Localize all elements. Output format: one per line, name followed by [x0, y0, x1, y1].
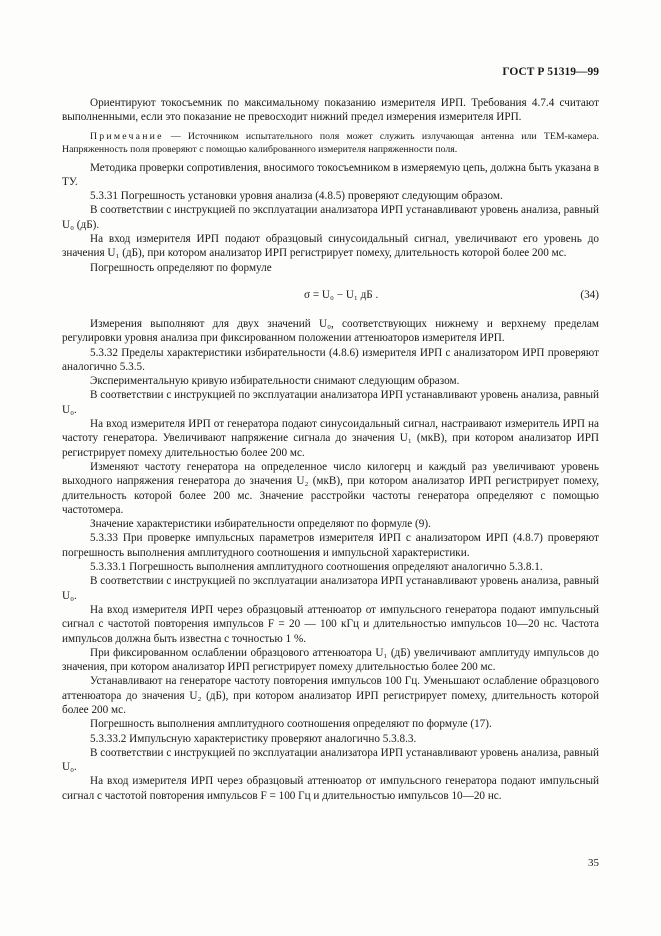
- paragraph: 5.3.31 Погрешность установки уровня анализа (4.8.5) проверяют следующим образом.: [90, 190, 503, 203]
- document-header: ГОСТ Р 51319—99: [502, 66, 599, 78]
- formula-number: (34): [580, 288, 599, 301]
- paragraph: В соответствии с инструкцией по эксплуатации анализатора ИРП устанавливают уровень анализа, равный U₀.: [62, 575, 599, 602]
- note-label: Примечание: [90, 130, 164, 142]
- paragraph: При фиксированном ослаблении образцового аттенюатора U₁ (дБ) увеличивают амплитуду импульсов до значения, при котором анализатор ИРП регистрирует помеху длительностью более 200 мс.: [62, 646, 599, 674]
- paragraph: Измерения выполняют для двух значений U₀, соответствующих нижнему и верхнему пределам регулировки уровня анализа при фиксированном положении аттенюаторов измерителя ИРП.: [62, 317, 599, 345]
- paragraph: Устанавливают на генераторе частоту повторения импульсов 100 Гц. Уменьшают ослабление образцового аттенюатора до значения U₂ (дБ), при котором анализатор ИРП регистрирует помеху, длительность которой более 200 мс.: [62, 675, 599, 716]
- paragraph: На вход измерителя ИРП от генератора подают синусоидальный сигнал, настраивают измеритель ИРП на частоту генератора. Увеличивают напряжение сигнала до значения U₁ (мкВ), при котором анализатор ИРП регистрирует помеху длительностью более 200 мс.: [62, 418, 599, 459]
- paragraph: Ориентируют токосъемник по максимальному показанию измерителя ИРП. Требования 4.7.4 считают выполненными, если это показание не превосходит нижний предел измерения измерителя ИРП.: [62, 97, 599, 124]
- paragraph: 5.3.33.1 Погрешность выполнения амплитудного соотношения определяют аналогично 5.3.8.1.: [90, 561, 543, 574]
- paragraph: На вход измерителя ИРП подают образцовый синусоидальный сигнал, увеличивают его уровень до значения U₁ (дБ), при котором анализатор ИРП регистрирует помеху, длительность которой более 200 мс.: [62, 233, 599, 260]
- paragraph: В соответствии с инструкцией по эксплуатации анализатора ИРП устанавливают уровень анализа, равный U₀.: [62, 746, 599, 774]
- paragraph: Методика проверки сопротивления, вносимого токосъемником в измеряемую цепь, должна быть указана в ТУ.: [62, 161, 599, 188]
- paragraph: В соответствии с инструкцией по эксплуатации анализатора ИРП устанавливают уровень анализа, равный U₀.: [62, 389, 599, 416]
- paragraph: На вход измерителя ИРП через образцовый аттенюатор от импульсного генератора подают импульсный сигнал с частотой повторения импульсов F = 20 — 100 кГц и длительностью импульсов 10—20 нс. Частота импульсов должна быть известна с точностью 1 %.: [62, 603, 599, 645]
- paragraph: 5.3.33.2 Импульсную характеристику проверяют аналогично 5.3.8.3.: [90, 732, 417, 745]
- paragraph: 5.3.33 При проверке импульсных параметров измерителя ИРП с анализатором ИРП (4.8.7) проверяют погрешность выполнения амплитудного соотношения и импульсной характеристики.: [62, 532, 599, 559]
- paragraph: Экспериментальную кривую избирательности снимают следующим образом.: [90, 375, 460, 388]
- paragraph: 5.3.32 Пределы характеристики избирательности (4.8.6) измерителя ИРП с анализатором ИРП проверяют аналогично 5.3.5.: [62, 346, 599, 373]
- note-text: — Источником испытательного поля может служить излучающая антенна или ТЕМ-камера. Напряженность поля проверяют с помощью калиброванного измерителя напряженности поля.: [62, 130, 599, 155]
- page-number: 35: [588, 857, 599, 869]
- formula-34: [62, 279, 599, 311]
- paragraph: Погрешность определяют по формуле: [90, 261, 272, 274]
- paragraph: Изменяют частоту генератора на определенное число килогерц и каждый раз увеличивают уровень выходного напряжения генератора до значения U₂ (мкВ), при котором анализатор ИРП регистрирует помеху, длительность которой более 200 мс. Значение расстройки частоты генератора определяют с помощью частотомера.: [62, 460, 599, 516]
- paragraph: Значение характеристики избирательности определяют по формуле (9).: [90, 518, 431, 531]
- paragraph: В соответствии с инструкцией по эксплуатации анализатора ИРП устанавливают уровень анализа, равный U₀ (дБ).: [62, 204, 599, 231]
- formula-expression: σ = U₀ − U₁ дБ .: [304, 288, 379, 301]
- document-body: [62, 96, 599, 803]
- note: [62, 130, 599, 156]
- paragraph: На вход измерителя ИРП через образцовый аттенюатор от импульсного генератора подают импульсный сигнал с частотой повторения импульсов F = 100 Гц и длительностью импульсов 10—20 нс.: [62, 775, 599, 802]
- paragraph: Погрешность выполнения амплитудного соотношения определяют по формуле (17).: [90, 718, 492, 731]
